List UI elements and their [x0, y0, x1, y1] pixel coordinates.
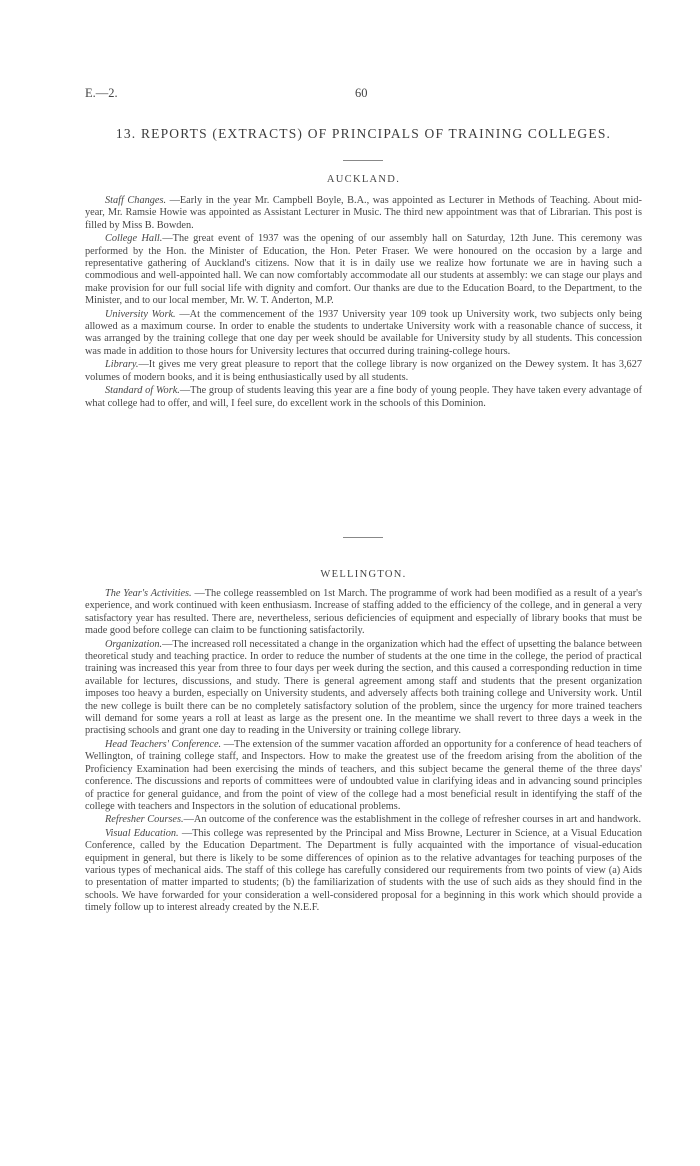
page-header — [85, 86, 642, 102]
paragraph — [85, 309, 642, 359]
paragraph — [85, 195, 642, 232]
paragraph-title: Organization. — [105, 638, 163, 650]
paragraph-text: —An outcome of the conference was the establishment in the college of refresher courses in art and handwork. — [183, 814, 642, 826]
paragraph-text: —The increased roll necessitated a change in the organization which had the effect of upsetting the balance between theoretical study and teaching practice. In order to reduce the number of students at the one time in the college, the period of practical training was increased this year from three to four days per week during the section, and this caused a corresponding reduction in time available for lectures, discussions, and study. There is general agreement among staff and students that the present organization imposes too heavy a burden, especially on University students, and adversely affects both training college and University work. Until the new college is built there can be no completely satisfactory solution of the problem, since the urgency for more trained teachers will demand for some years a roll at least as large as the present one. In the meantime we shall revert to three days a week in the practising schools and grant one day to reading in the University or training college library. — [85, 638, 642, 737]
section-divider — [343, 537, 383, 538]
paragraph-text: —The group of students leaving this year are a fine body of young people. They have taken every advantage of what college had to offer, and will, I feel sure, do excellent work in the schools of this Dominion. — [85, 385, 643, 409]
paragraph — [85, 359, 642, 384]
paragraph-text: —The college reassembled on 1st March. The programme of work had been modified as a result of a year's experience, and work continued with keen enthusiasm. Increase of staffing added to the efficiency of the college, and in general a very satisfactory year has resulted. There are, nevertheless, serious deficiencies of equipment and especially of library books that must be made good before college can claim to be functioning satisfactorily. — [85, 588, 642, 637]
auckland-report — [85, 195, 642, 411]
title-divider — [343, 160, 383, 161]
paragraph-title: Standard of Work. — [105, 385, 180, 397]
paragraph — [85, 814, 642, 826]
region-heading-auckland: AUCKLAND. — [326, 174, 401, 185]
paragraph — [85, 385, 642, 410]
paragraph-title: College Hall. — [105, 233, 163, 245]
paragraph-text: —The extension of the summer vacation afforded an opportunity for a conference of head teachers of Wellington, of training college staff, and Inspectors. How to make the greatest use of the freedom arising from the abolition of the Proficiency Examination had been exercising the minds of teachers, and this subject became the general theme of the three days' conference. The discussions and reports of committees were of undoubted value in clarifying ideas and in advancing sound principles of practice for general guidance, and from the point of view of the college had a most beneficial result in identifying the staff of the college with teachers and Inspectors in the solution of educational problems. — [85, 738, 642, 812]
paragraph-text: —Early in the year Mr. Campbell Boyle, B.A., was appointed as Lecturer in Methods of Teaching. About mid-year, Mr. Ramsie Howie was appointed as Assistant Lecturer in Music. The third new appointment was that of Librarian. This post is filled by Miss B. Bowden. — [85, 195, 642, 231]
region-heading-wellington: WELLINGTON. — [320, 569, 407, 580]
wellington-report — [85, 588, 642, 916]
paragraph-title: The Year's Activities. — [105, 588, 192, 599]
document-reference: E.—2. — [85, 86, 118, 100]
paragraph-title: Head Teachers' Conference. — [105, 738, 222, 750]
paragraph-text: —At the commencement of the 1937 University year 109 took up University work, two subjects only being allowed as a maximum course. In order to enable the students to undertake University work with a reasonable chance of success, it was arranged by the training college that one day per week should be available for University study by all students. This concession was made in addition to those hours for University lectures that occurred during training-college hours. — [85, 308, 642, 357]
paragraph-text: —It gives me very great pleasure to report that the college library is now organized on the Dewey system. It has 3,627 volumes of modern books, and it is being enthusiastically used by all students. — [85, 359, 642, 383]
paragraph — [85, 739, 642, 813]
page-number: 60 — [355, 86, 368, 100]
paragraph-title: Library. — [105, 359, 139, 371]
paragraph — [85, 233, 642, 307]
paragraph — [85, 639, 642, 738]
paragraph-title: Refresher Courses. — [105, 814, 184, 826]
paragraph-title: Staff Changes. — [105, 195, 167, 206]
paragraph-title: Visual Education. — [105, 827, 179, 839]
paragraph-title: University Work. — [105, 308, 176, 320]
paragraph-text: —The great event of 1937 was the opening of our assembly hall on Saturday, 12th June. This ceremony was performed by the Hon. the Minister of Education, the Hon. Peter Fraser. We were honoured on the occasion by a large and representative gathering of Auckland's citizens. Now that it is in daily use we realize how fortunate we are in having such a commodious and well-appointed hall. We can now comfortably accommodate all our students at assembly: we can stage our plays and make provision for our full social life with dignity and comfort. Our thanks are due to the Education Board, to the Department, to the Minister, and to our local member, Mr. W. T. Anderton, M.P. — [85, 233, 643, 307]
paragraph-text: —This college was represented by the Principal and Miss Browne, Lecturer in Science, at a Visual Education Conference, called by the Education Department. The Department is fully acquainted with the importance of visual-education equipment in general, but there is likely to be some differences of opinion as to the relative advantages for teaching purposes of the various types of mechanical aids. The staff of this college has carefully considered our requirements from two points of view (a) Aids to presentation of matter imparted to students; (b) the familiarization of students with the use of such aids as they should find in the schools. We have forwarded for your consideration a well-considered proposal for a beginning in this work which should provide a timely follow up to interest already created by the N.E.F. — [85, 827, 642, 914]
section-title: 13. REPORTS (EXTRACTS) OF PRINCIPALS OF TRAINING COLLEGES. — [115, 126, 612, 141]
paragraph — [85, 828, 642, 915]
paragraph — [85, 588, 642, 638]
